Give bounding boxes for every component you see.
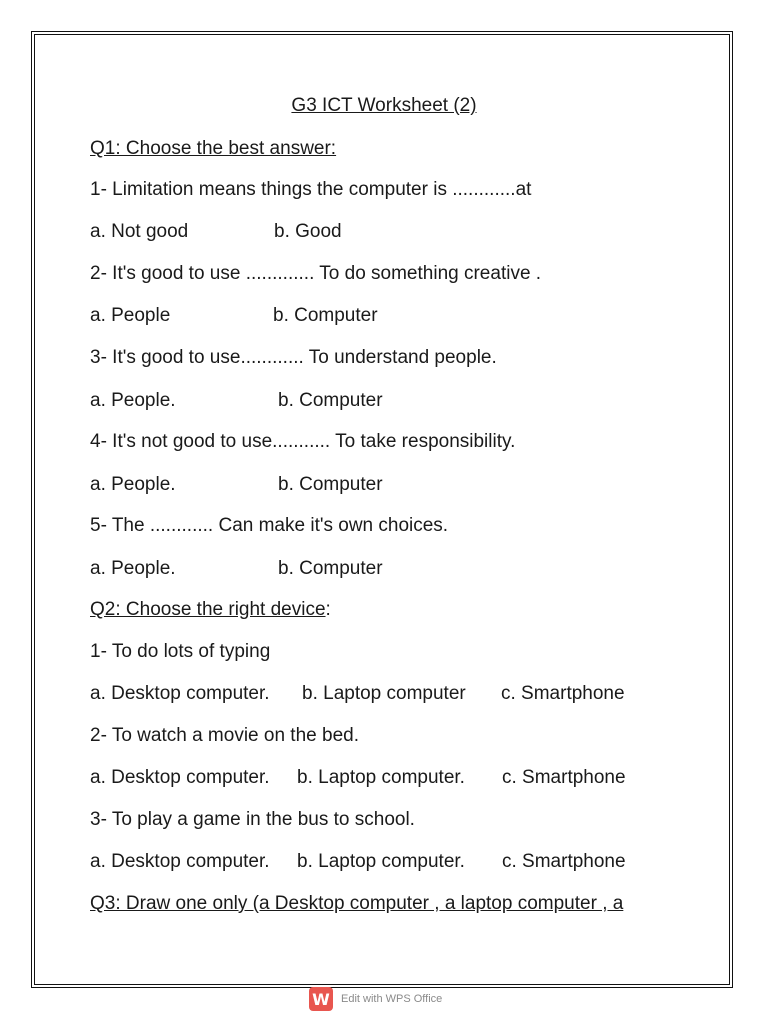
q1-question-1: 1- Limitation means things the computer is ............at (90, 179, 532, 200)
wps-edit-link[interactable]: Edit with WPS Office (341, 993, 443, 1005)
q1-4-option-a: a. People. (90, 474, 176, 495)
q1-question-5: 5- The ............ Can make it's own choices. (90, 515, 449, 536)
q2-3-option-b: b. Laptop computer. (297, 851, 465, 872)
wps-logo-icon: W (309, 987, 333, 1011)
q2-3-option-c: c. Smartphone (502, 851, 626, 872)
q1-5-option-b: b. Computer (278, 558, 383, 579)
q1-3-option-a: a. People. (90, 390, 176, 411)
q1-question-4: 4- It's not good to use........... To take responsibility. (90, 431, 516, 452)
q1-question-3: 3- It's good to use............ To understand people. (90, 347, 497, 368)
q2-heading-colon: : (325, 599, 331, 620)
q2-1-option-a: a. Desktop computer. (90, 683, 270, 704)
q1-1-option-a: a. Not good (90, 221, 189, 242)
q1-1-option-b: b. Good (274, 221, 342, 242)
q1-question-2: 2- It's good to use ............. To do something creative . (90, 263, 542, 284)
q1-heading: Q1: Choose the best answer: (90, 138, 337, 159)
q1-3-option-b: b. Computer (278, 390, 383, 411)
worksheet-title: G3 ICT Worksheet (2) (291, 95, 477, 116)
q2-1-option-b: b. Laptop computer (302, 683, 466, 704)
q2-1-option-c: c. Smartphone (501, 683, 625, 704)
q2-2-option-a: a. Desktop computer. (90, 767, 270, 788)
q1-2-option-a: a. People (90, 305, 171, 326)
q2-heading-line (90, 598, 331, 622)
q1-2-option-b: b. Computer (273, 305, 378, 326)
wps-footer (309, 987, 442, 1011)
q2-3-option-a: a. Desktop computer. (90, 851, 270, 872)
q3-heading: Q3: Draw one only (a Desktop computer , a laptop computer , a (90, 893, 624, 914)
q2-2-option-b: b. Laptop computer. (297, 767, 465, 788)
q1-4-option-b: b. Computer (278, 474, 383, 495)
q2-2-option-c: c. Smartphone (502, 767, 626, 788)
q2-question-1: 1- To do lots of typing (90, 641, 271, 662)
page-border (31, 31, 733, 988)
q2-heading: Q2: Choose the right device (90, 599, 326, 620)
q2-question-2: 2- To watch a movie on the bed. (90, 725, 359, 746)
q2-question-3: 3- To play a game in the bus to school. (90, 809, 415, 830)
q1-5-option-a: a. People. (90, 558, 176, 579)
